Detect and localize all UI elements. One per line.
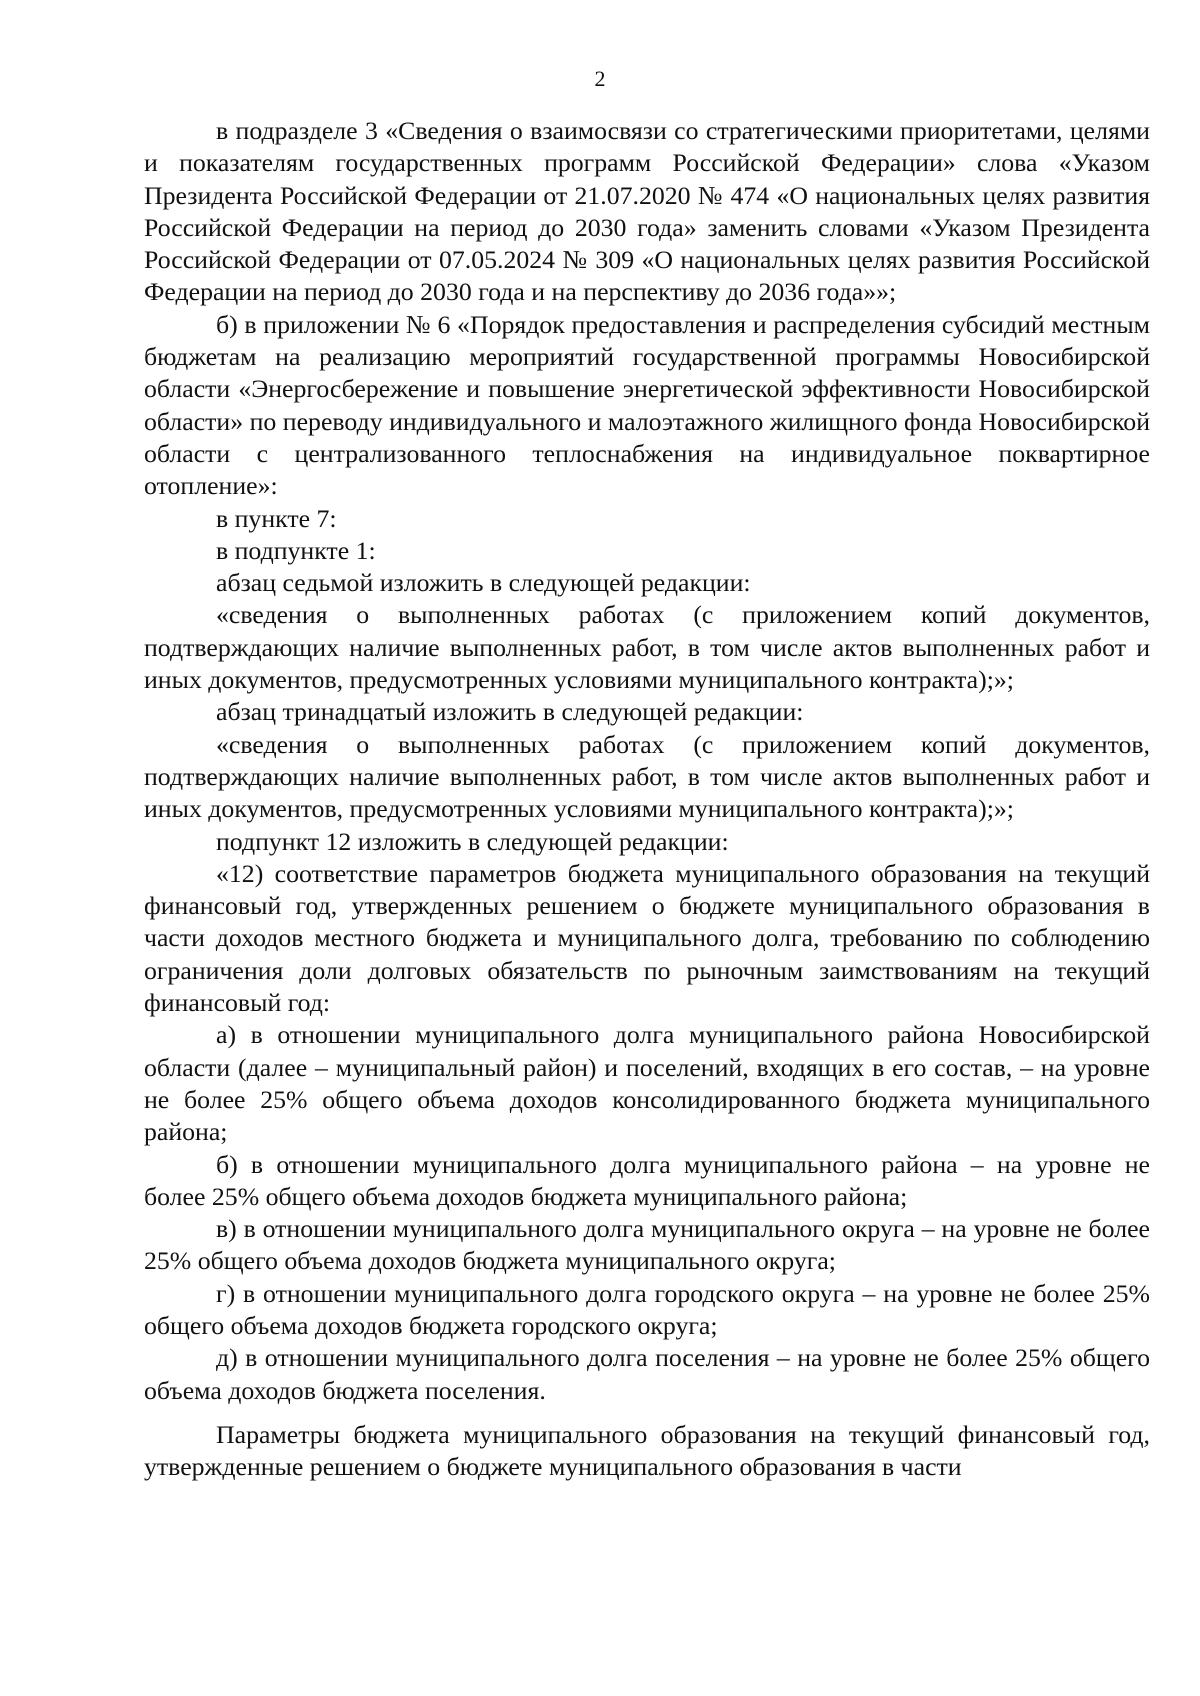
paragraph-item-12: «12) соответствие параметров бюджета муниципального образования на текущий финансовый год, утвержденных решением о бюджете муниципального образования в части доходов местного бюджета и муниципального долга, требованию по соблюдению ограничения доли долговых обязательств по рыночным заимствованиям на текущий финансовый год:: [144, 858, 1150, 1018]
paragraph-appendix-6: б) в приложении № 6 «Порядок предоставления и распределения субсидий местным бюджетам на реализацию мероприятий государственной программы Новосибирской области «Энергосбережение и повышение энергетической эффективности Новосибирской области» по переводу индивидуального и малоэтажного жилищного фонда Новосибирской области с централизованного теплоснабжения на индивидуальное поквартирное отопление»:: [144, 309, 1150, 501]
document-body: [144, 115, 1150, 1483]
page-number: 2: [594, 66, 606, 91]
paragraph-item-v: в) в отношении муниципального долга муниципального округа – на уровне не более 25% общего объема доходов бюджета муниципального округа;: [144, 1214, 1150, 1276]
paragraph-subsection-3: в подразделе 3 «Сведения о взаимосвязи со стратегическими приоритетами, целями и показателям государственных программ Российской Федерации» слова «Указом Президента Российской Федерации от 21.07.2020 № 474 «О национальных целях развития Российской Федерации на период до 2030 года» заменить словами «Указом Президента Российской Федерации от 07.05.2024 № 309 «О национальных целях развития Российской Федерации на период до 2030 года и на перспективу до 2036 года»»;: [144, 116, 1150, 307]
paragraph-item-b: б) в отношении муниципального долга муниципального района – на уровне не более 25% общего объема доходов бюджета муниципального района;: [144, 1149, 1150, 1211]
paragraph-subpoint-1: в подпункте 1:: [216, 535, 376, 565]
paragraph-subpoint-12: подпункт 12 изложить в следующей редакции:: [216, 826, 729, 856]
paragraph-thirteenth-abzac: абзац тринадцатый изложить в следующей редакции:: [216, 697, 804, 727]
paragraph-quote-works-1: «сведения о выполненных работах (с приложением копий документов, подтверждающих наличие выполненных работ, в том числе актов выполненных работ и иных документов, предусмотренных условиями муниципального контракта);»;: [144, 600, 1150, 695]
paragraph-item-g: г) в отношении муниципального долга городского округа – на уровне не более 25% общего объема доходов бюджета городского округа;: [144, 1278, 1150, 1340]
paragraph-quote-works-2: «сведения о выполненных работах (с приложением копий документов, подтверждающих наличие выполненных работ, в том числе актов выполненных работ и иных документов, предусмотренных условиями муниципального контракта);»;: [144, 729, 1150, 824]
paragraph-budget-parameters: Параметры бюджета муниципального образования на текущий финансовый год, утвержденные решением о бюджете муниципального образования в части: [144, 1419, 1150, 1482]
paragraph-item-a: а) в отношении муниципального долга муниципального района Новосибирской области (далее – муниципальный район) и поселений, входящих в его состав, – на уровне не более 25% общего объема доходов консолидированного бюджета муниципального района;: [144, 1020, 1150, 1147]
paragraph-item-d: д) в отношении муниципального долга поселения – на уровне не более 25% общего объема доходов бюджета поселения.: [144, 1343, 1150, 1405]
paragraph-point-7: в пункте 7:: [216, 503, 337, 533]
paragraph-seventh-abzac: абзац седьмой изложить в следующей редакции:: [216, 568, 751, 598]
